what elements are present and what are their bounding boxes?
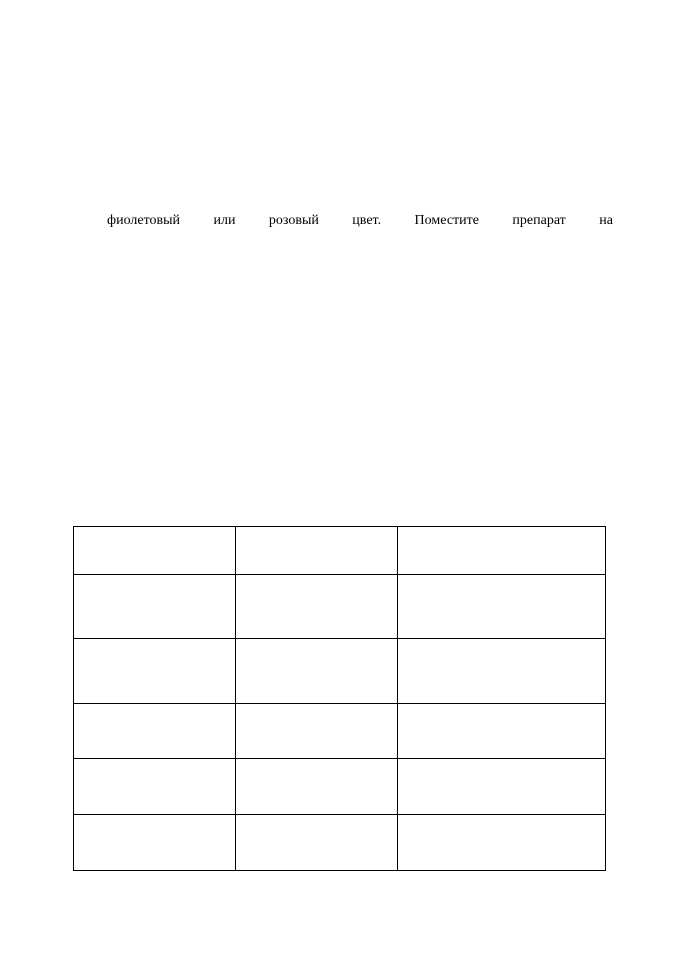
table-cell: [236, 639, 398, 704]
table-cell: [74, 575, 236, 639]
table-cell: [236, 527, 398, 575]
table-cell: [398, 704, 606, 759]
table-cell: [398, 575, 606, 639]
table-row: [74, 704, 606, 759]
table-cell: [398, 815, 606, 871]
table-cell: [398, 639, 606, 704]
empty-table: [73, 526, 606, 871]
table-cell: [236, 575, 398, 639]
word: цвет.: [352, 213, 382, 228]
word: или: [213, 213, 236, 228]
table-row: [74, 759, 606, 815]
word: Поместите: [414, 213, 479, 228]
table-cell: [74, 527, 236, 575]
table-row: [74, 815, 606, 871]
table-cell: [236, 759, 398, 815]
table-cell: [236, 704, 398, 759]
word: розовый: [268, 213, 319, 228]
table-row: [74, 575, 606, 639]
table-row: [74, 527, 606, 575]
table-cell: [74, 815, 236, 871]
word: фиолетовый: [107, 213, 181, 228]
paragraph-line: [107, 212, 613, 230]
table-cell: [398, 759, 606, 815]
table-cell: [74, 704, 236, 759]
table-cell: [74, 759, 236, 815]
word: препарат: [512, 213, 566, 228]
table-row: [74, 639, 606, 704]
table-cell: [74, 639, 236, 704]
word: на: [599, 213, 613, 228]
table-cell: [398, 527, 606, 575]
table-cell: [236, 815, 398, 871]
